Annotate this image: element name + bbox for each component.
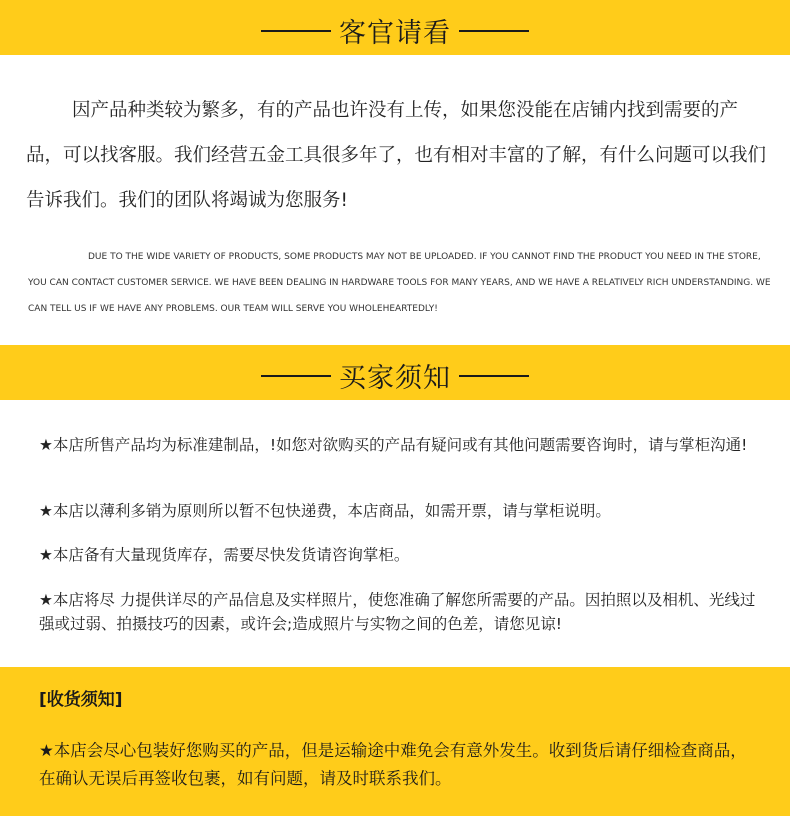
notice-item: ★本店备有大量现货库存，需要尽快发货请咨询掌柜。	[39, 546, 410, 564]
section-title-text: 买家须知	[339, 363, 451, 394]
notice-item: ★本店以薄利多销为原则所以暂不包快递费，本店商品，如需开票，请与掌柜说明。	[39, 502, 611, 520]
title-rule-right	[459, 375, 529, 377]
receipt-notice-body: ★本店会尽心包装好您购买的产品，但是运输途中难免会有意外发生。收到货后请仔细检查商品，在确认无误后再签收包裹，如有问题，请及时联系我们。	[39, 741, 747, 788]
intro-paragraph-cn	[26, 88, 770, 223]
section-title-kuguan	[0, 11, 790, 50]
section-title-text: 客官请看	[339, 18, 451, 49]
intro-text-cn: 因产品种类较为繁多，有的产品也许没有上传，如果您没能在店铺内找到需要的产品，可以找客服。我们经营五金工具很多年了，也有相对丰富的了解，有什么问题可以我们告诉我们。我们的团队将竭诚为您服务!	[26, 100, 767, 211]
title-rule-left	[261, 30, 331, 32]
notice-item: ★本店所售产品均为标准建制品，!如您对欲购买的产品有疑问或有其他问题需要咨询时，请与掌柜沟通!	[39, 436, 748, 454]
notice-item: ★本店将尽 力提供详尽的产品信息及实样照片，使您准确了解您所需要的产品。因拍照以及相机、光线过强或过弱、拍摄技巧的因素，或许会;造成照片与实物之间的色差，请您见谅!	[39, 591, 756, 633]
section-title-buyer-notice	[0, 356, 790, 395]
intro-paragraph-en	[28, 244, 778, 322]
intro-text-en: DUE TO THE WIDE VARIETY OF PRODUCTS, SOME PRODUCTS MAY NOT BE UPLOADED. IF YOU CANNOT FIND THE PRODUCT YOU NEED IN THE STORE, YOU CAN CONTACT CUSTOMER SERVICE. WE HAVE BEEN DEALING IN HARDWARE TOOLS FOR MANY YEARS, AND WE HAVE A RELATIVELY RICH UNDERSTANDING. WE CAN TELL US IF WE HAVE ANY PROBLEMS. OUR TEAM WILL SERVE YOU WHOLEHEARTEDLY!	[28, 252, 771, 314]
receipt-notice-heading: [收货须知]	[39, 690, 123, 710]
title-rule-right	[459, 30, 529, 32]
title-rule-left	[261, 375, 331, 377]
